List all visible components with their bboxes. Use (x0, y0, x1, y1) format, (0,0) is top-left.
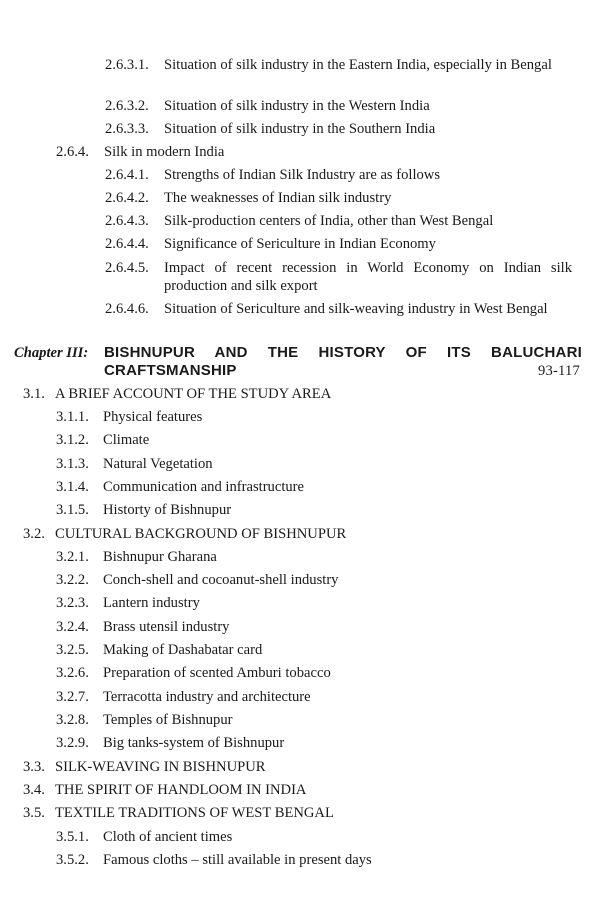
chapter-title-line-2: CRAFTSMANSHIP (104, 362, 237, 379)
section-number: 3.2.4. (56, 619, 89, 635)
section-title: Physical features (103, 409, 203, 425)
section-title: Famous cloths – still available in present days (103, 852, 372, 868)
section-number: 3.2. (23, 526, 45, 542)
toc-section-3-2-8 (56, 711, 572, 729)
section-title: Temples of Bishnupur (103, 712, 233, 728)
section-title: Communication and infrastructure (103, 479, 305, 495)
entry-title: Strengths of Indian Silk Industry are as follows (164, 167, 441, 183)
toc-section-3-5-2 (56, 851, 572, 869)
toc-entry-2-6-3-3 (105, 120, 572, 138)
section-number: 3.4. (23, 782, 45, 798)
entry-title: Situation of Sericulture and silk-weaving industry in West Bengal (164, 301, 548, 317)
entry-title: Impact of recent recession in World Economy on Indian silk production and silk export (164, 260, 572, 294)
toc-section-3-2 (23, 525, 572, 543)
toc-section-3-1 (23, 385, 572, 403)
section-title: Conch-shell and cocoanut-shell industry (103, 572, 339, 588)
toc-section-3-2-4 (56, 618, 572, 636)
chapter-page-range: 93-117 (537, 363, 580, 379)
section-number: 3.5.1. (56, 829, 89, 845)
toc-section-3-1-2 (56, 431, 572, 449)
toc-entry-2-6-4-6 (105, 300, 572, 318)
toc-section-3-3 (23, 758, 572, 776)
toc-section-3-1-1 (56, 408, 572, 426)
entry-title: Situation of silk industry in the Southern India (164, 121, 436, 137)
entry-title: Silk in modern India (104, 144, 225, 160)
section-title: THE SPIRIT OF HANDLOOM IN INDIA (55, 782, 307, 798)
section-title: Big tanks-system of Bishnupur (103, 735, 285, 751)
section-number: 3.5. (23, 805, 45, 821)
section-number: 3.1.4. (56, 479, 89, 495)
section-title: Bishnupur Gharana (103, 549, 217, 565)
toc-section-3-1-3 (56, 455, 572, 473)
entry-title: Situation of silk industry in the Western India (164, 98, 430, 114)
toc-section-3-2-6 (56, 664, 572, 682)
section-number: 3.1. (23, 386, 45, 402)
entry-number: 2.6.3.2. (105, 98, 149, 114)
chapter-label: Chapter III: (14, 345, 89, 361)
section-title: CULTURAL BACKGROUND OF BISHNUPUR (55, 526, 347, 542)
section-number: 3.1.1. (56, 409, 89, 425)
entry-number: 2.6.3.1. (105, 57, 149, 73)
section-title: Lantern industry (103, 595, 200, 611)
section-title: Terracotta industry and architecture (103, 689, 311, 705)
toc-section-3-5 (23, 804, 572, 822)
section-number: 3.1.5. (56, 502, 89, 518)
entry-title: Significance of Sericulture in Indian Economy (164, 236, 436, 252)
section-number: 3.2.9. (56, 735, 89, 751)
entry-number: 2.6.4.4. (105, 236, 149, 252)
section-number: 3.3. (23, 759, 45, 775)
section-title: Historty of Bishnupur (103, 502, 232, 518)
entry-title: The weaknesses of Indian silk industry (164, 190, 392, 206)
section-number: 3.2.6. (56, 665, 89, 681)
section-number: 3.1.3. (56, 456, 89, 472)
toc-section-3-2-7 (56, 688, 572, 706)
toc-section-3-2-2 (56, 571, 572, 589)
entry-number: 2.6.4.1. (105, 167, 149, 183)
entry-title: Silk-production centers of India, other than West Bengal (164, 213, 494, 229)
section-title: Preparation of scented Amburi tobacco (103, 665, 331, 681)
section-number: 3.2.8. (56, 712, 89, 728)
toc-section-3-2-3 (56, 594, 572, 612)
toc-section-3-1-4 (56, 478, 572, 496)
toc-section-3-2-1 (56, 548, 572, 566)
section-number: 3.2.5. (56, 642, 89, 658)
section-number: 3.5.2. (56, 852, 89, 868)
entry-number: 2.6.4.5. (105, 260, 149, 276)
toc-section-3-4 (23, 781, 572, 799)
entry-number: 2.6.4.6. (105, 301, 149, 317)
toc-section-3-1-5 (56, 501, 572, 519)
toc-entry-2-6-4-5 (105, 259, 572, 295)
toc-entry-2-6-4-2 (105, 189, 572, 207)
toc-entry-2-6-3-1 (105, 56, 572, 74)
toc-section-3-2-5 (56, 641, 572, 659)
toc-section-3-5-1 (56, 828, 572, 846)
section-title: Natural Vegetation (103, 456, 213, 472)
section-number: 3.2.3. (56, 595, 89, 611)
toc-entry-2-6-4-1 (105, 166, 572, 184)
toc-entry-2-6-3-2 (105, 97, 572, 115)
entry-number: 2.6.3.3. (105, 121, 149, 137)
section-number: 3.1.2. (56, 432, 89, 448)
toc-section-3-2-9 (56, 734, 572, 752)
section-title: Making of Dashabatar card (103, 642, 263, 658)
section-number: 3.2.7. (56, 689, 89, 705)
toc-entry-2-6-4-4 (105, 235, 572, 253)
section-title: A BRIEF ACCOUNT OF THE STUDY AREA (55, 386, 332, 402)
section-number: 3.2.1. (56, 549, 89, 565)
section-title: SILK-WEAVING IN BISHNUPUR (55, 759, 266, 775)
section-title: Cloth of ancient times (103, 829, 233, 845)
entry-number: 2.6.4. (56, 144, 89, 160)
section-number: 3.2.2. (56, 572, 89, 588)
entry-number: 2.6.4.2. (105, 190, 149, 206)
section-title: Climate (103, 432, 150, 448)
section-title: Brass utensil industry (103, 619, 230, 635)
chapter-title (104, 344, 584, 380)
entry-number: 2.6.4.3. (105, 213, 149, 229)
toc-entry-2-6-4-3 (105, 212, 572, 230)
entry-title: Situation of silk industry in the Eastern India, especially in Bengal (164, 57, 552, 73)
section-title: TEXTILE TRADITIONS OF WEST BENGAL (55, 805, 334, 821)
toc-entry-2-6-4 (56, 143, 572, 161)
chapter-title-line-1: BISHNUPUR AND THE HISTORY OF ITS BALUCHARI (104, 344, 582, 361)
